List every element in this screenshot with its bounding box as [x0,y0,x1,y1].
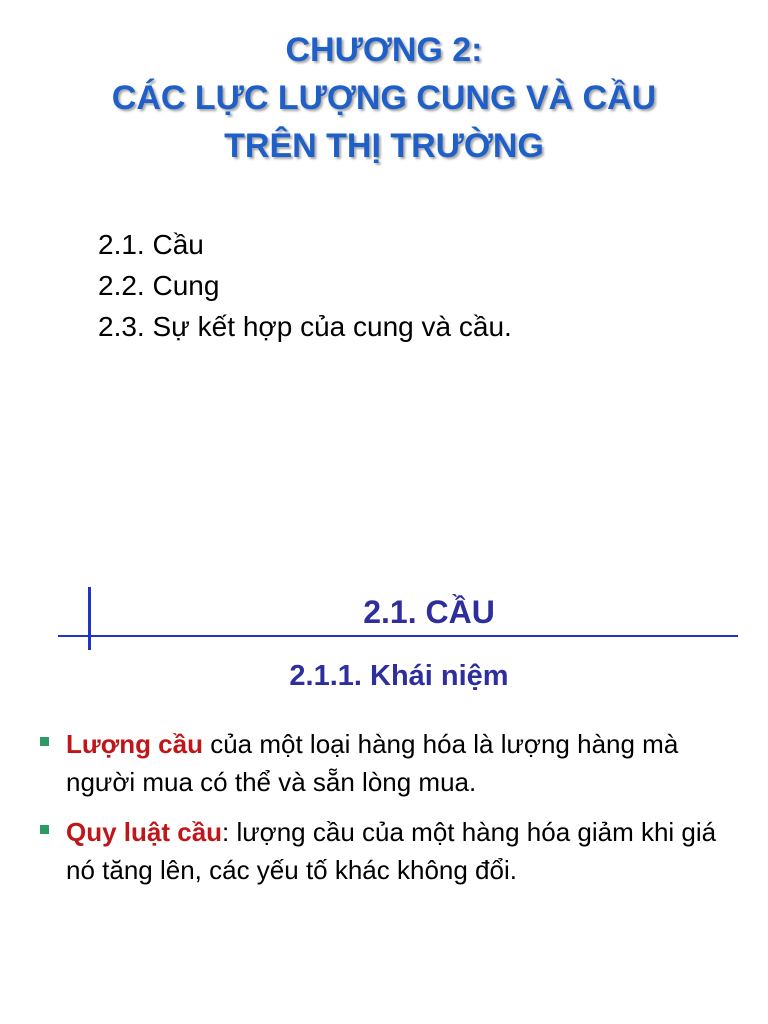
definition-list [40,725,730,901]
list-item [40,813,730,889]
subsection-heading: 2.1.1. Khái niệm [289,660,509,692]
chapter-title-line-3: TRÊN THỊ TRƯỜNG [224,127,544,165]
term-quy-luat-cau: Quy luật cầu [66,817,223,847]
definition-text: của một loại hàng hóa là lượng hàng mà người mua có thể và sẵn lòng mua. [66,729,679,797]
term-luong-cau: Lượng cầu [66,729,203,759]
toc-item-cau: 2.1. Cầu [98,229,204,260]
square-bullet-icon [40,825,49,834]
definition-text: : lượng cầu của một hàng hóa giảm khi giá nó tăng lên, các yếu tố khác không đổi. [66,817,717,885]
section-horizontal-rule [58,635,738,637]
table-of-contents [98,224,718,347]
chapter-title-line-1: CHƯƠNG 2: [285,31,483,69]
chapter-title [0,26,768,170]
square-bullet-icon [40,737,49,746]
toc-item-ket-hop: 2.3. Sự kết hợp của cung và cầu. [98,311,512,342]
list-item [40,725,730,801]
section-heading: 2.1. CẦU [363,594,495,630]
chapter-title-line-2: CÁC LỰC LƯỢNG CUNG VÀ CẦU [111,79,657,117]
toc-item-cung: 2.2. Cung [98,270,220,301]
